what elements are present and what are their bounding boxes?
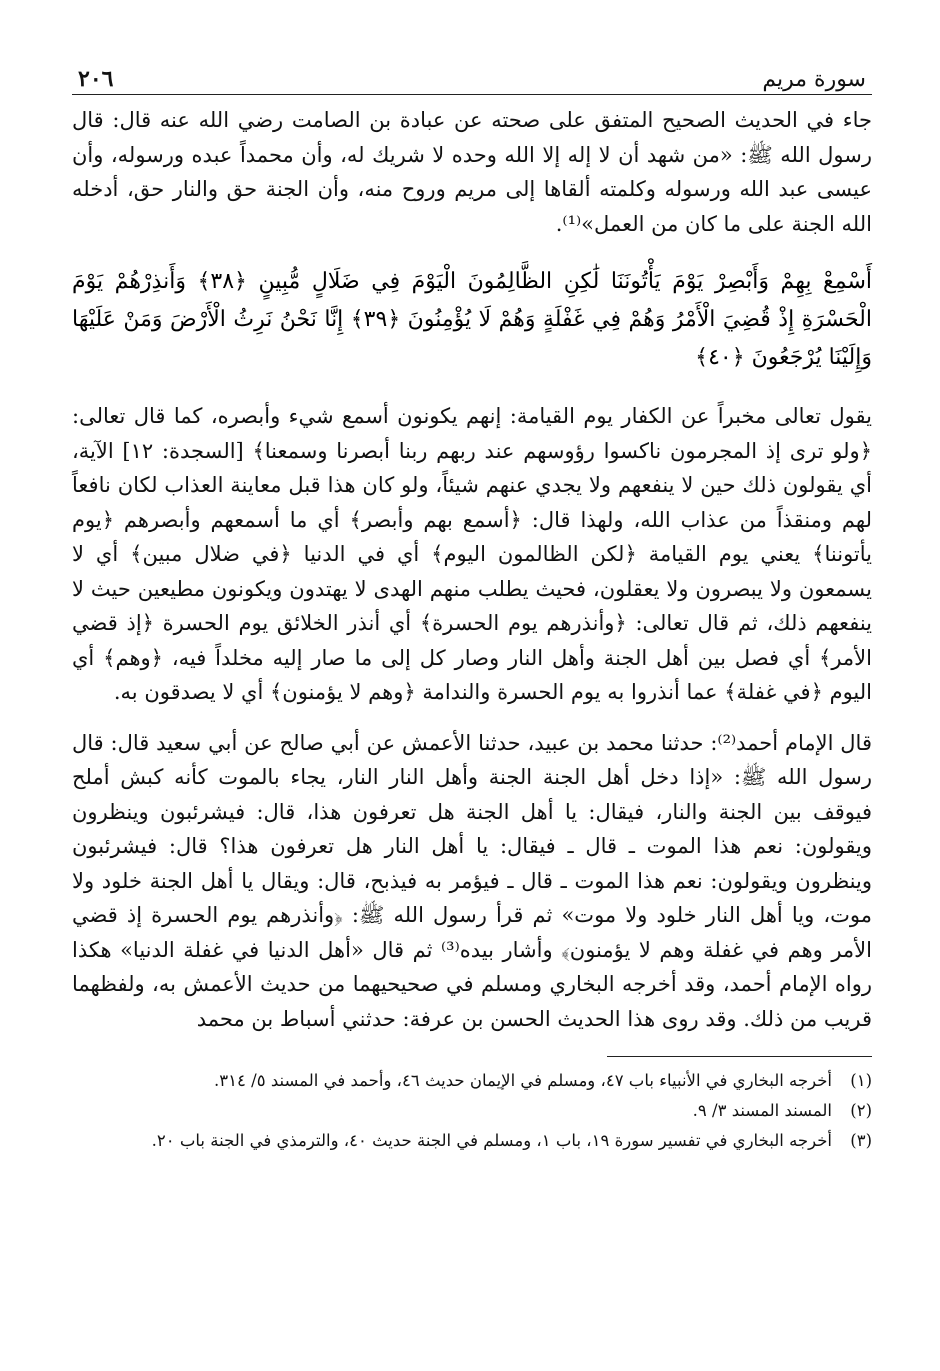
footnote-number: (١) bbox=[850, 1071, 872, 1090]
footnotes bbox=[72, 1067, 872, 1154]
footnote-divider bbox=[607, 1056, 872, 1057]
footnote bbox=[72, 1127, 872, 1154]
quran-verses: أَسْمِعْ بِهِمْ وَأَبْصِرْ يَوْمَ يَأْتُونَنَا لَٰكِنِ الظَّالِمُونَ الْيَوْمَ فِي ضَلَالٍ مُّبِينٍ ﴿٣٨﴾ وَأَنذِرْهُمْ يَوْمَ الْحَسْرَةِ إِذْ قُضِيَ الْأَمْرُ وَهُمْ فِي غَفْلَةٍ وَهُمْ لَا يُؤْمِنُونَ ﴿٣٩﴾ إِنَّا نَحْنُ نَرِثُ الْأَرْضَ وَمَنْ عَلَيْهَا وَإِلَيْنَا يُرْجَعُونَ ﴿٤٠﴾ bbox=[72, 269, 872, 370]
book-page bbox=[72, 58, 872, 1348]
footnote-number: (٢) bbox=[850, 1101, 872, 1120]
footnote bbox=[72, 1097, 872, 1124]
footnote-number: (٣) bbox=[850, 1131, 872, 1150]
tafsir-paragraph: يقول تعالى مخبراً عن الكفار يوم القيامة: إنهم يكونون أسمع شيء وأبصره، كما قال تعالى: ﴿ولو ترى إذ المجرمون ناكسوا رؤوسهم عند ربهم ربنا أبصرنا وسمعنا﴾ [السجدة: ١٢] الآية، أي يقولون ذلك حين لا ينفعهم ولا يجدي عنهم شيئاً، ولو كان هذا قبل معاينة العذاب لكان نافعاً لهم ومنقذاً من عذاب الله، ولهذا قال: ﴿أسمع بهم وأبصر﴾ أي ما أسمعهم وأبصرهم ﴿يوم يأتوننا﴾ يعني يوم القيامة ﴿لكن الظالمون اليوم﴾ أي في الدنيا ﴿في ضلال مبين﴾ أي لا يسمعون ولا يبصرون ولا يعقلون، فحيث يطلب منهم الهدى لا يهتدون ويكونون مطيعين حيث لا ينفعهم ذلك، ثم قال تعالى: ﴿وأنذرهم يوم الحسرة﴾ أي أنذر الخلائق يوم الحسرة ﴿إذ قضي الأمر﴾ أي فصل بين أهل الجنة وأهل النار وصار كل إلى ما صار إليه مخلداً فيه، ﴿وهم﴾ أي اليوم ﴿في غفلة﴾ عما أنذروا به يوم الحسرة والندامة ﴿وهم لا يؤمنون﴾ أي لا يصدقون به. bbox=[72, 404, 872, 704]
footnote bbox=[72, 1067, 872, 1094]
running-header bbox=[72, 58, 872, 95]
hadith-paragraph: جاء في الحديث الصحيح المتفق على صحته عن عبادة بن الصامت رضي الله عنه قال: قال رسول الله ﷺ: «من شهد أن لا إله إلا الله وحده لا شريك له، وأن محمداً عبده ورسوله، وأن عيسى عبد الله ورسوله وكلمته ألقاها إلى مريم وروح منه، وأن الجنة حق والنار حق، أدخله الله الجنة على ما كان من العمل»⁽¹⁾. bbox=[72, 108, 872, 236]
footnote-text: المسند المسند ٣/ ٩. bbox=[692, 1101, 832, 1120]
footnote-text: أخرجه البخاري في الأنبياء باب ٤٧، ومسلم في الإيمان حديث ٤٦، وأحمد في المسند ٥/ ٣١٤. bbox=[214, 1071, 832, 1090]
footnote-text: أخرجه البخاري في تفسير سورة ١٩، باب ١، ومسلم في الجنة حديث ٤٠، والترمذي في الجنة باب ٢٠. bbox=[151, 1131, 832, 1150]
page-number: ٢٠٦ bbox=[78, 66, 114, 92]
ahmad-hadith-paragraph: قال الإمام أحمد⁽²⁾: حدثنا محمد بن عبيد، حدثنا الأعمش عن أبي صالح عن أبي سعيد قال: قال رسول الله ﷺ: «إذا دخل أهل الجنة الجنة وأهل النار النار، يجاء بالموت كأنه كبش أملح فيوقف بين الجنة والنار، فيقال: يا أهل الجنة هل تعرفون هذا، قال: فيشرئبون وينظرون ويقولون: نعم هذا الموت ـ قال ـ فيقال: يا أهل النار هل تعرفون هذا؟ قال: فيشرئبون وينظرون ويقولون: نعم هذا الموت ـ قال ـ فيؤمر به فيذبح، قال: ويقال يا أهل الجنة خلود ولا موت، ويا أهل النار خلود ولا موت» ثم قرأ رسول الله ﷺ: ﴿وأنذرهم يوم الحسرة إذ قضي الأمر وهم في غفلة وهم لا يؤمنون﴾ وأشار بيده⁽³⁾ ثم قال «أهل الدنيا في غفلة الدنيا» هكذا رواه الإمام أحمد، وقد أخرجه البخاري ومسلم في صحيحيهما من حديث الأعمش به، ولفظهما قريب من ذلك. وقد روى هذا الحديث الحسن بن عرفة: حدثني أسباط بن محمد bbox=[72, 730, 872, 1031]
surah-title: سورة مريم bbox=[762, 67, 866, 92]
